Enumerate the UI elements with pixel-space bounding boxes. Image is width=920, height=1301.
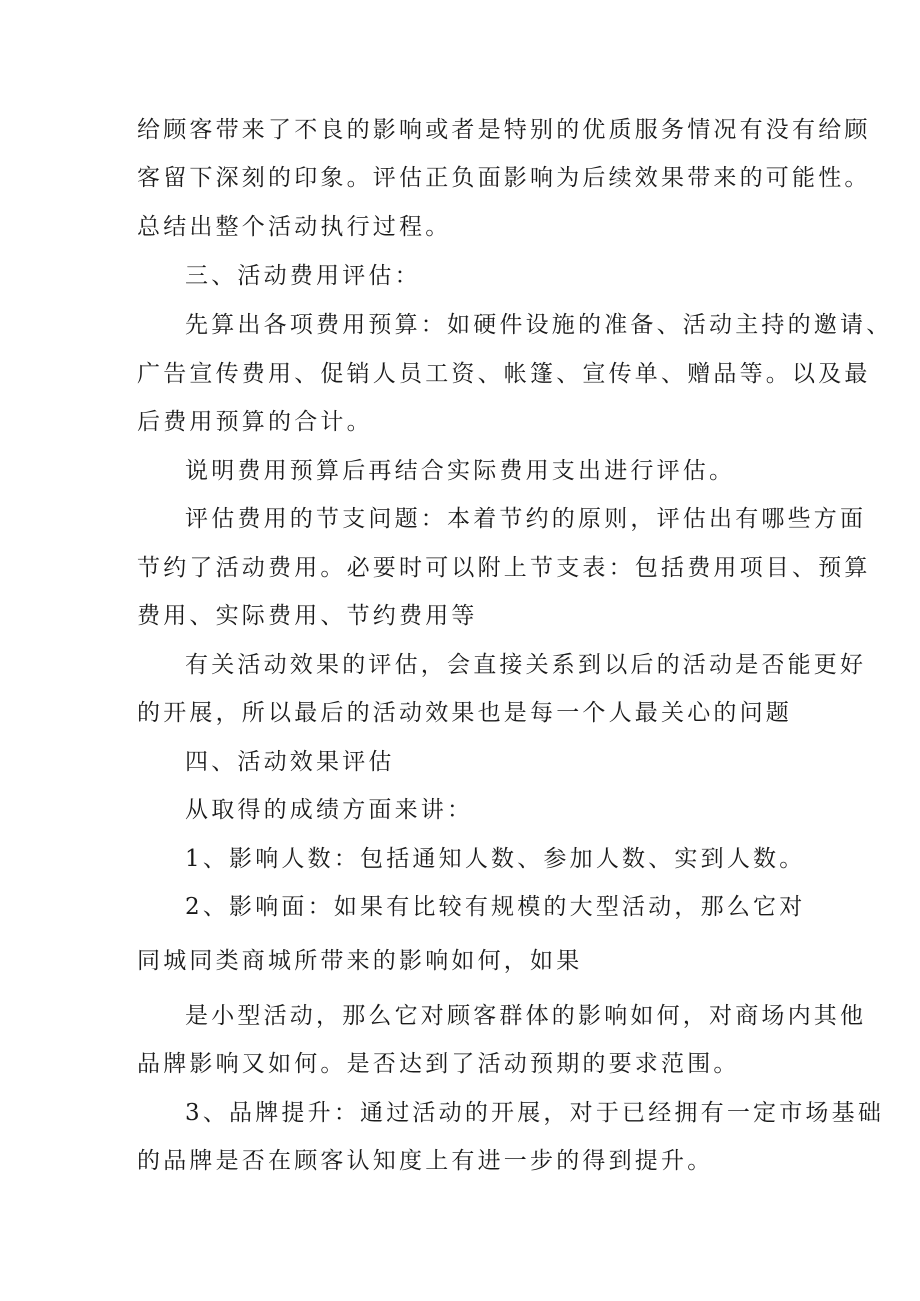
- text-line-2: 客留下深刻的印象。评估正负面影响为后续效果带来的可能性。: [137, 165, 871, 191]
- text-line-22: 的品牌是否在顾客认知度上有进一步的得到提升。: [137, 1148, 714, 1174]
- list-item-1: 1、影响人数：包括通知人数、参加人数、实到人数。: [185, 846, 806, 872]
- list-item-3: 3、品牌提升：通过活动的开展，对于已经拥有一定市场基础: [185, 1100, 885, 1126]
- text-line-3: 总结出整个活动执行过程。: [137, 214, 452, 240]
- section-heading-3: 三、活动费用评估：: [185, 263, 421, 289]
- text-line-13: 的开展，所以最后的活动效果也是每一个人最关心的问题: [137, 700, 792, 726]
- text-line-1: 给顾客带来了不良的影响或者是特别的优质服务情况有没有给顾: [137, 117, 871, 143]
- text-line-19: 是小型活动，那么它对顾客群体的影响如何，对商场内其他: [185, 1003, 867, 1029]
- text-line-12: 有关活动效果的评估，会直接关系到以后的活动是否能更好: [185, 652, 867, 678]
- section-heading-4: 四、活动效果评估: [185, 749, 395, 775]
- text-line-20: 品牌影响又如何。是否达到了活动预期的要求范围。: [137, 1051, 740, 1077]
- list-item-2: 2、影响面：如果有比较有规模的大型活动，那么它对: [185, 894, 806, 920]
- text-line-5: 先算出各项费用预算：如硬件设施的准备、活动主持的邀请、: [185, 312, 893, 338]
- text-line-9: 评估费用的节支问题：本着节约的原则，评估出有哪些方面: [185, 506, 867, 532]
- text-line-6: 广告宣传费用、促销人员工资、帐篷、宣传单、赠品等。以及最: [137, 361, 871, 387]
- text-line-11: 费用、实际费用、节约费用等: [137, 603, 478, 629]
- text-line-7: 后费用预算的合计。: [137, 409, 373, 435]
- text-line-18: 同城同类商城所带来的影响如何，如果: [137, 948, 583, 974]
- text-line-15: 从取得的成绩方面来讲：: [185, 797, 474, 823]
- text-line-10: 节约了活动费用。必要时可以附上节支表：包括费用项目、预算: [137, 555, 871, 581]
- text-line-8: 说明费用预算后再结合实际费用支出进行评估。: [185, 458, 736, 484]
